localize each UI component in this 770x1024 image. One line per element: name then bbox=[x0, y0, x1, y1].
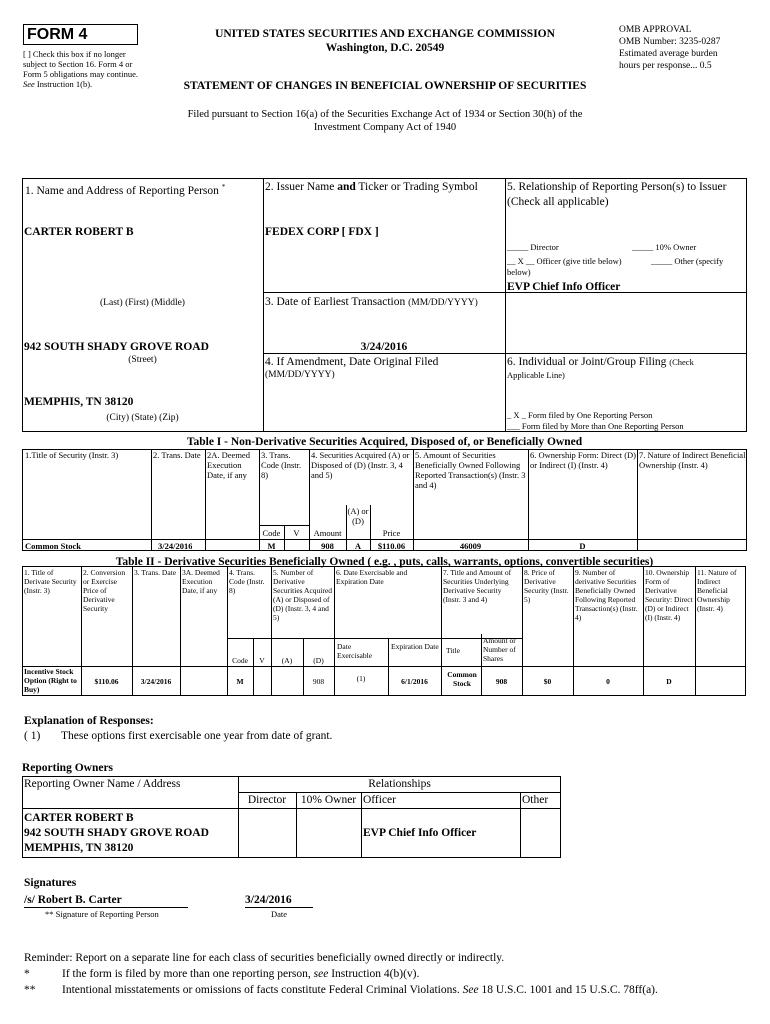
t2-row-date: 3/24/2016 bbox=[140, 677, 172, 686]
multi-person-option: ___ Form filed by More than One Reporting Person bbox=[507, 421, 684, 431]
box4-label: 4. If Amendment, Date Original Filed bbox=[265, 356, 439, 368]
table1-title: Table I - Non-Derivative Securities Acquired, Disposed of, or Beneficially Owned bbox=[186, 436, 583, 448]
owners-col-director: Director bbox=[247, 794, 287, 806]
t1-sub-code: Code bbox=[262, 528, 281, 538]
t1-header-ownership: 6. Ownership Form: Direct (D) or Indirect (I) (Instr. 4) bbox=[530, 450, 636, 470]
t1-header-date: 2. Trans. Date bbox=[153, 450, 201, 460]
street-caption: (Street) bbox=[128, 355, 157, 365]
agency-location: Washington, D.C. 20549 bbox=[325, 42, 445, 54]
footnote-star: * bbox=[24, 968, 30, 980]
t1-header-title: 1.Title of Security (Instr. 3) bbox=[25, 450, 119, 460]
t2-header-form: 10. Ownership Form of Derivative Security: Direct (D) or Indirect (I) (Instr. 4) bbox=[645, 568, 693, 622]
box5-label: 5. Relationship of Reporting Person(s) to Issuer bbox=[507, 181, 727, 193]
footnote-number: ( 1) bbox=[24, 730, 41, 742]
t2-sub-exercisable: Date Exercisable bbox=[337, 642, 372, 660]
owner-street: 942 SOUTH SHADY GROVE ROAD bbox=[24, 827, 209, 839]
director-option: _____ Director bbox=[507, 242, 559, 252]
t1-row-title: Common Stock bbox=[25, 541, 81, 551]
box3-label: 3. Date of Earliest Transaction (MM/DD/YYYY) bbox=[265, 296, 478, 308]
t2-header-owned: 9. Number of derivative Securities Beneficially Owned Following Reported Transaction(s) (Instr. 4) bbox=[575, 568, 638, 622]
t2-header-underlying: 7. Title and Amount of Securities Underlying Derivative Security (Instr. 3 and 4) bbox=[443, 568, 512, 604]
omb-number: OMB Number: 3235-0287 bbox=[619, 37, 721, 47]
t2-row-expiration: 6/1/2016 bbox=[401, 677, 428, 686]
name-caption: (Last) (First) (Middle) bbox=[100, 298, 185, 308]
t1-header-amount: 5. Amount of Securities Beneficially Owned Following Reported Transaction(s) (Instr. 3 and 4) bbox=[415, 450, 526, 490]
t2-row-price: $110.06 bbox=[94, 677, 119, 686]
t1-header-deemed: 2A. Deemed Execution Date, if any bbox=[207, 450, 250, 480]
footnote-text: These options first exercisable one year from date of grant. bbox=[61, 730, 333, 742]
signature-date: 3/24/2016 bbox=[245, 894, 292, 906]
t2-sub-v: V bbox=[259, 656, 265, 665]
signatures-heading: Signatures bbox=[24, 877, 77, 889]
t1-sub-aord: (A) or (D) bbox=[347, 506, 369, 526]
other-option-cont: below) bbox=[507, 267, 531, 277]
t2-header-title: 1. Title of Derivate Security (Instr. 3) bbox=[24, 568, 77, 595]
t2-row-d: 908 bbox=[312, 677, 325, 686]
box6-label-small: Applicable Line) bbox=[507, 370, 565, 380]
statement-title: STATEMENT OF CHANGES IN BENEFICIAL OWNERSHIP OF SECURITIES bbox=[183, 80, 587, 92]
officer-option: __ X __ Officer (give title below) bbox=[507, 256, 622, 266]
t1-header-nature: 7. Nature of Indirect Beneficial Ownership (Instr. 4) bbox=[639, 450, 746, 470]
owners-col-name: Reporting Owner Name / Address bbox=[24, 778, 181, 790]
t2-row-title: Incentive Stock Option (Right to Buy) bbox=[24, 667, 77, 694]
t2-row-exercisable: (1) bbox=[356, 674, 366, 683]
form-title: FORM 4 bbox=[27, 26, 88, 43]
explanation-heading: Explanation of Responses: bbox=[24, 715, 154, 727]
t2-header-deemed: 3A. Deemed Execution Date, if any bbox=[182, 568, 220, 595]
t2-row-form: D bbox=[666, 677, 672, 686]
agency-name: UNITED STATES SECURITIES AND EXCHANGE COMMISSION bbox=[215, 28, 555, 40]
t1-row-date: 3/24/2016 bbox=[158, 541, 193, 551]
table2-title: Table II - Derivative Securities Beneficially Owned ( e.g. , puts, calls, warrants, options, convertible securities) bbox=[115, 556, 654, 568]
t1-sub-amount: Amount bbox=[313, 528, 342, 538]
owner-officer-title: EVP Chief Info Officer bbox=[363, 827, 477, 839]
t1-row-owned: 46009 bbox=[459, 541, 482, 551]
t2-sub-d: (D) bbox=[313, 656, 324, 665]
filed-pursuant-line2: Investment Company Act of 1940 bbox=[313, 122, 457, 133]
omb-approval: OMB APPROVAL bbox=[619, 25, 692, 35]
t2-header-conversion: 2. Conversion or Exercise Price of Derivative Security bbox=[83, 568, 126, 613]
t2-sub-shares: Amount or Number of Shares bbox=[483, 636, 516, 663]
t2-sub-code: Code bbox=[232, 656, 248, 665]
owners-col-ten: 10% Owner bbox=[300, 794, 357, 806]
omb-burden: Estimated average burden bbox=[619, 49, 718, 59]
signature-name: /s/ Robert B. Carter bbox=[24, 894, 122, 906]
t2-header-price: 8. Price of Derivative Security (Instr. 5) bbox=[524, 568, 569, 604]
signature-caption: ** Signature of Reporting Person bbox=[45, 909, 159, 919]
footnote-misstatements: Intentional misstatements or omissions of facts constitute Federal Criminal Violations. See 18 U.S.C. 1001 and 15 U.S.C. 78ff(a). bbox=[62, 984, 658, 996]
reporting-person-name: CARTER ROBERT B bbox=[24, 226, 134, 238]
footnote-multiple-persons: If the form is filed by more than one reporting person, see Instruction 4(b)(v). bbox=[62, 968, 420, 980]
t1-row-price: $110.06 bbox=[377, 541, 406, 551]
other-option: _____ Other (specify bbox=[651, 256, 724, 266]
box4-label-small: (MM/DD/YYYY) bbox=[265, 370, 335, 380]
owners-col-relationships: Relationships bbox=[368, 778, 431, 790]
t1-row-amount: 908 bbox=[321, 541, 334, 551]
owners-col-officer: Officer bbox=[363, 794, 396, 806]
box1-label: 1. Name and Address of Reporting Person * bbox=[25, 183, 226, 197]
t2-row-deriv-price: $0 bbox=[543, 677, 552, 686]
reporting-person-street: 942 SOUTH SHADY GROVE ROAD bbox=[24, 341, 209, 353]
box2-label: 2. Issuer Name and Ticker or Trading Symbol bbox=[265, 181, 478, 193]
t1-header-acquired: 4. Securities Acquired (A) or Disposed of (D) (Instr. 3, 4 and 5) bbox=[311, 450, 410, 480]
reporting-person-city: MEMPHIS, TN 38120 bbox=[24, 396, 134, 408]
t2-header-date: 3. Trans. Date bbox=[134, 568, 177, 577]
t2-header-nature: 11. Nature of Indirect Beneficial Ownership (Instr. 4) bbox=[697, 568, 737, 613]
t2-sub-expiration: Expiration Date bbox=[391, 642, 439, 651]
t2-row-owned: 0 bbox=[606, 677, 610, 686]
t2-header-number: 5. Number of Derivative Securities Acquired (A) or Disposed of (D) (Instr. 3, 4 and 5) bbox=[273, 568, 332, 622]
ten-percent-option: _____ 10% Owner bbox=[632, 242, 697, 252]
t2-row-underlying-shares: 908 bbox=[495, 677, 508, 686]
t2-row-code: M bbox=[236, 677, 244, 686]
footnote-double-star: ** bbox=[24, 984, 36, 996]
t2-sub-title: Title bbox=[446, 646, 460, 655]
box5-sub: (Check all applicable) bbox=[507, 196, 609, 208]
t1-header-code: 3. Trans. Code (Instr. 8) bbox=[261, 450, 302, 480]
one-person-option: _ X _ Form filed by One Reporting Person bbox=[507, 410, 653, 420]
owner-name: CARTER ROBERT B bbox=[24, 812, 134, 824]
owner-city: MEMPHIS, TN 38120 bbox=[24, 842, 134, 854]
t1-row-aord: A bbox=[354, 541, 362, 551]
box6-label: 6. Individual or Joint/Group Filing (Check bbox=[507, 356, 694, 368]
t1-row-code: M bbox=[267, 541, 276, 551]
t1-row-form: D bbox=[579, 541, 586, 551]
issuer-name: FEDEX CORP [ FDX ] bbox=[265, 226, 379, 238]
owners-heading: Reporting Owners bbox=[22, 762, 114, 774]
t2-header-code: 4. Trans. Code (Instr. 8) bbox=[229, 568, 265, 595]
t2-header-exercisable: 6. Date Exercisable and Expiration Date bbox=[336, 568, 408, 586]
filed-pursuant-line1: Filed pursuant to Section 16(a) of the Securities Exchange Act of 1934 or Section 30(h) of the bbox=[187, 109, 583, 120]
owners-col-other: Other bbox=[522, 794, 549, 806]
t1-sub-v: V bbox=[293, 528, 300, 538]
signature-date-caption: Date bbox=[270, 909, 288, 919]
reminder-text: Reminder: Report on a separate line for each class of securities beneficially owned directly or indirectly. bbox=[24, 952, 505, 964]
officer-title: EVP Chief Info Officer bbox=[507, 281, 621, 293]
earliest-transaction-date: 3/24/2016 bbox=[360, 341, 408, 353]
checkbox-note: [ ] Check this box if no longer subject to Section 16. Form 4 or Form 5 obligations may continue. See Instruction 1(b). bbox=[23, 49, 138, 89]
t2-sub-a: (A) bbox=[281, 656, 293, 665]
omb-hours: hours per response... 0.5 bbox=[619, 61, 712, 71]
t2-row-underlying-title: Common Stock bbox=[447, 670, 477, 688]
form-title-box bbox=[23, 24, 138, 45]
city-caption: (City) (State) (Zip) bbox=[106, 413, 179, 423]
t1-sub-price: Price bbox=[382, 528, 401, 538]
